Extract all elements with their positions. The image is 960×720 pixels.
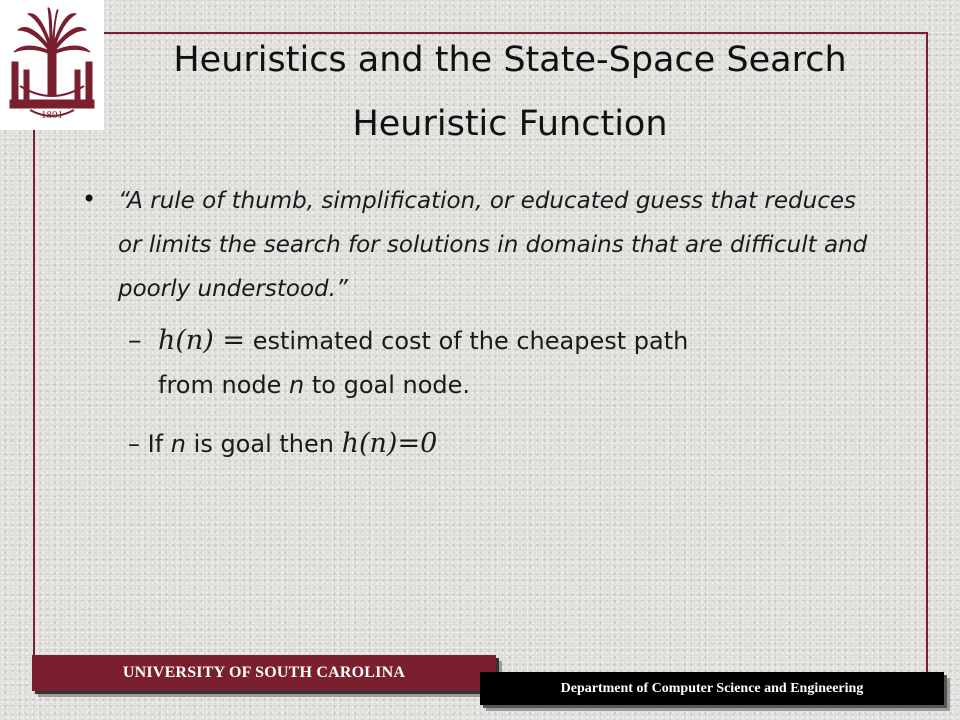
sub1-text-a: estimated cost of the cheapest path [245,327,689,355]
sub2-prefix: If [140,430,171,458]
variable-n: n [170,430,187,458]
sub-bullet-goal-condition [128,422,888,466]
palmetto-tree-icon [0,0,104,130]
university-logo [0,0,104,130]
university-footer-banner: UNIVERSITY OF SOUTH CAROLINA [32,655,496,691]
bullet-marker: • [82,185,97,213]
h-zero-expression: h(n)=0 [341,428,438,459]
heuristic-definition-quote: “A rule of thumb, simplification, or educated guess that reduces or limits the search for solutions in domains that are difficult and poorly understood.” [118,188,868,302]
sub1-text-b-prefix: from node [158,371,290,399]
slide-subtitle: Heuristic Function [352,104,668,144]
dash-marker: – [128,430,140,458]
slide-title: Heuristics and the State-Space Search [173,40,847,80]
sub-bullet-h-definition [128,319,888,407]
h-of-n-expression: h(n) = [158,325,246,356]
dash-marker: – [128,325,142,356]
sub1-text-b-suffix: to goal node. [304,371,471,399]
variable-n: n [289,371,305,399]
logo-year: 1801 [41,109,63,121]
department-footer-banner: Department of Computer Science and Engineering [480,672,944,705]
sub2-middle: is goal then [186,430,342,458]
